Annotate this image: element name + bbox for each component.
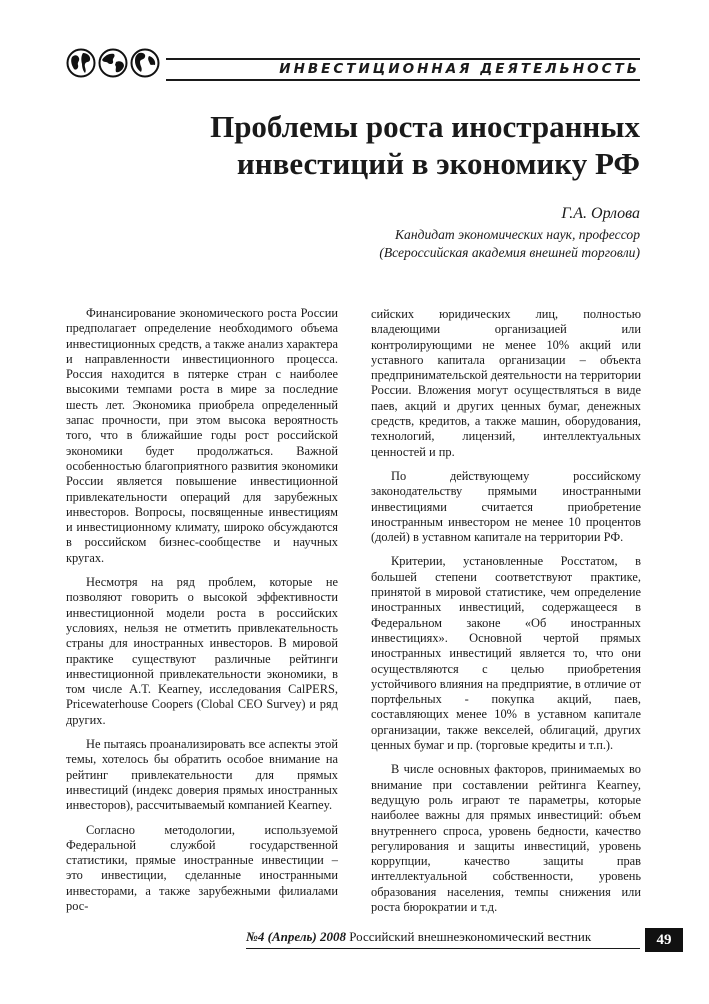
globe-icon	[66, 48, 96, 78]
paragraph: Финансирование экономического роста России предполагает определение необходимого объема инвестиционных средств, а также анализ характера и направленности инвестиционного процесса. Россия находится в пятерке стран с наиболее высокими темпами роста в мире за последние шесть лет. Экономика приобрела определенный запас прочности, при этом высока вероятность того, что в ближайшие годы рост российской экономики будет продолжаться. Важной особенностью благоприятного развития экономики России является повышение инвестиционной привлекательности операций для зарубежных инвесторов. Вопросы, посвященные инвестициям и инвестиционному климату, широко обсуждаются в российском бизнес-сообществе и научных кругах.	[66, 306, 338, 565]
paragraph: Не пытаясь проанализировать все аспекты этой темы, хотелось бы обратить особое внимание на рейтинг привлекательности для прямых инвестиций (индекс доверия прямых иностранных инвесторов), рассчитываемый компанией Kearney.	[66, 737, 338, 813]
issue-label: №4 (Апрель) 2008	[246, 929, 347, 944]
title-line-1: Проблемы роста иностранных	[210, 109, 640, 144]
paragraph-continuation: сийских юридических лиц, полностью владеющими организацией или контролирующими не менее 10% акций или уставного капитала организации – объекта предпринимательской деятельности на территории России. Вложения могут осуществляться в виде паев, акций и других ценных бумаг, денежных средств, кредитов, а также машин, оборудования, технологий, лицензий, интеллектуальных ценностей и пр.	[371, 307, 641, 459]
article-title	[100, 108, 640, 182]
left-column	[66, 306, 338, 923]
author-credentials: Кандидат экономических наук, профессор	[395, 227, 640, 242]
paragraph: По действующему российскому законодательству прямыми иностранными инвестициями считается приобретение иностранным инвестором не менее 10 процентов (долей) в уставном капитале на территории РФ.	[371, 468, 641, 545]
paragraph: Несмотря на ряд проблем, которые не позволяют говорить о высокой эффективности инвестиционной модели роста в российских условиях, нельзя не отметить привлекательность страны для иностранных инвесторов. В мировой практике существуют различные рейтинги инвестиционной привлекательности экономики, в том числе A.T. Kearney, исследования CalPERS, Pricewaterhouse Coopers (Clobal CEO Survey) и ряд других.	[66, 575, 338, 727]
page-number: 49	[645, 928, 683, 952]
page-footer	[246, 928, 591, 946]
globe-icon	[130, 48, 160, 78]
header-rule-bottom	[166, 79, 640, 81]
author-name: Г.А. Орлова	[561, 205, 640, 222]
journal-name: Российский внешнеэкономический вестник	[349, 929, 592, 944]
globe-icon	[98, 48, 128, 78]
title-line-2: инвестиций в экономику РФ	[236, 146, 640, 181]
paragraph: Критерии, установленные Росстатом, в большей степени соответствуют практике, принятой в мировой статистике, чем определение иностранных инвестиций, содержащееся в Федеральном законе «Об иностранных инвестициях». Основной чертой прямых иностранных инвестиций является то, что они осуществляются с целью приобретения устойчивого влияния на предприятие, в отличие от портфельных - покупка акций, паев, составляющих менее 10% в уставном капитале организации, также векселей, облигаций, других ценных бумаг и пр. (торговые кредиты и т.п.).	[371, 554, 641, 753]
section-title: ИНВЕСТИЦИОННАЯ ДЕЯТЕЛЬНОСТЬ	[279, 61, 640, 77]
page-header	[66, 44, 640, 84]
author-affiliation	[379, 226, 640, 262]
footer-rule	[246, 948, 640, 949]
author-institution: (Всероссийская академия внешней торговли)	[379, 245, 640, 260]
paragraph: Согласно методологии, используемой Федеральной службой государственной статистики, прямые иностранные инвестиции – это инвестиции, сделанные иностранными инвесторами, а также зарубежными филиалами рос-	[66, 822, 338, 913]
globe-icons	[66, 48, 160, 80]
right-column	[371, 307, 641, 924]
paragraph: В числе основных факторов, принимаемых во внимание при составлении рейтинга Kearney, ведущую роль играют те параметры, которые наиболее важны для прямых инвестиций: объем внутреннего спроса, уровень бедности, качество регулирования и защиты инвестиций, уровень коррупции, качество защиты прав интеллектуальной собственности, уровень образования населения, темпы снижения или роста бюрократии и т.д.	[371, 762, 641, 914]
